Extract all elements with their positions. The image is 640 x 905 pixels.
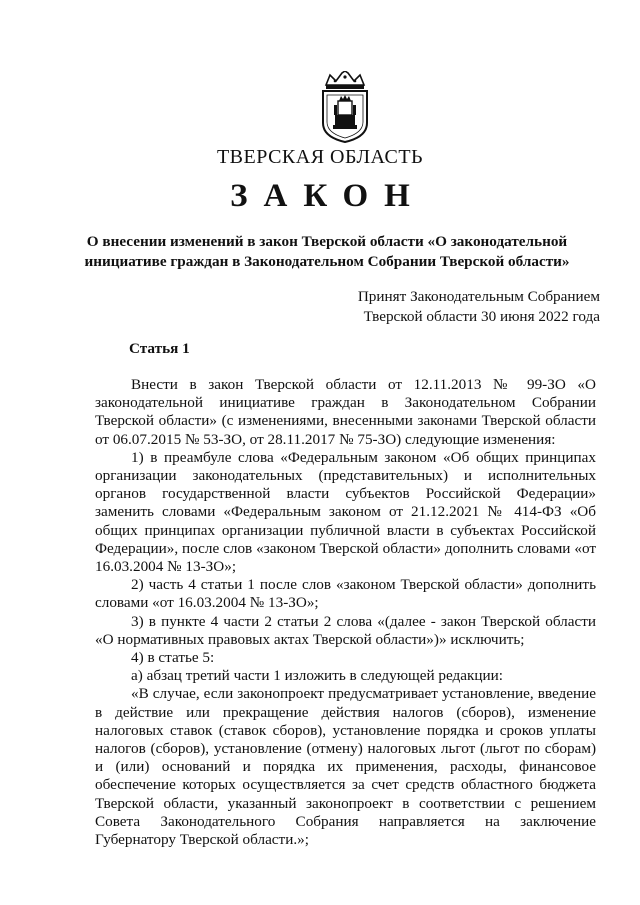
paragraph: «В случае, если законопроект предусматривает установление, введение в действие или прекращение действия налогов (сборов), изменение налоговых ставок (ставок сборов), установление порядка и сроков уплаты налогов (сборов), установление (отмену) налоговых льгот (льгот по сборам) и (или) оснований и порядка их применения, расходы, финансовое обеспечение которых осуществляется за счет средств областного бюджета Тверской области, указанный законопроект в соответствии с решением Совета Законодательного Собрания направляется на заключение Губернатору Тверской области.»; (95, 685, 596, 849)
paragraph: а) абзац третий части 1 изложить в следующей редакции: (131, 667, 503, 685)
paragraph: 4) в статье 5: (131, 649, 215, 667)
tver-coat-of-arms-icon (318, 71, 372, 143)
paragraph: 2) часть 4 статьи 1 после слов «законом Тверской области» дополнить словами «от 16.03.2004 № 13-ЗО»; (95, 576, 596, 612)
region-name: ТВЕРСКАЯ ОБЛАСТЬ (216, 146, 424, 168)
document-type: ЗАКОН (230, 178, 426, 214)
paragraph: Внести в закон Тверской области от 12.11.2013 № 99-ЗО «О законодательной инициативе граждан в Законодательном Собрании Тверской области» (с изменениями, внесенными законами Тверской области от 06.07.2015 № 53-ЗО, от 28.11.2017 № 75-ЗО) следующие изменения: (95, 376, 596, 448)
adoption-line-2: Тверской области 30 июня 2022 года (363, 308, 600, 325)
paragraph: 3) в пункте 4 части 2 статьи 2 слова «(далее - закон Тверской области «О нормативных правовых актах Тверской области»)» исключить; (95, 612, 596, 648)
article-heading: Статья 1 (129, 340, 190, 357)
adoption-line-1: Принят Законодательным Собранием (357, 288, 600, 305)
document-title: О внесении изменений в закон Тверской области «О законодательной инициативе граждан в Законодательном Собрании Тверской области» (84, 233, 570, 270)
adoption-note (310, 287, 600, 327)
paragraph: 1) в преамбуле слова «Федеральным законом «Об общих принципах организации законодательных (представительных) и исполнительных органов государственной власти субъектов Российской Федерации» заменить словами «Федеральным законом от 21.12.2021 № 414-ФЗ «Об общих принципах организации публичной власти в субъектах Российской Федерации», после слов «законом Тверской области» дополнить словами «от 16.03.2004 № 13-ЗО»; (95, 448, 596, 576)
article-body (95, 376, 596, 849)
